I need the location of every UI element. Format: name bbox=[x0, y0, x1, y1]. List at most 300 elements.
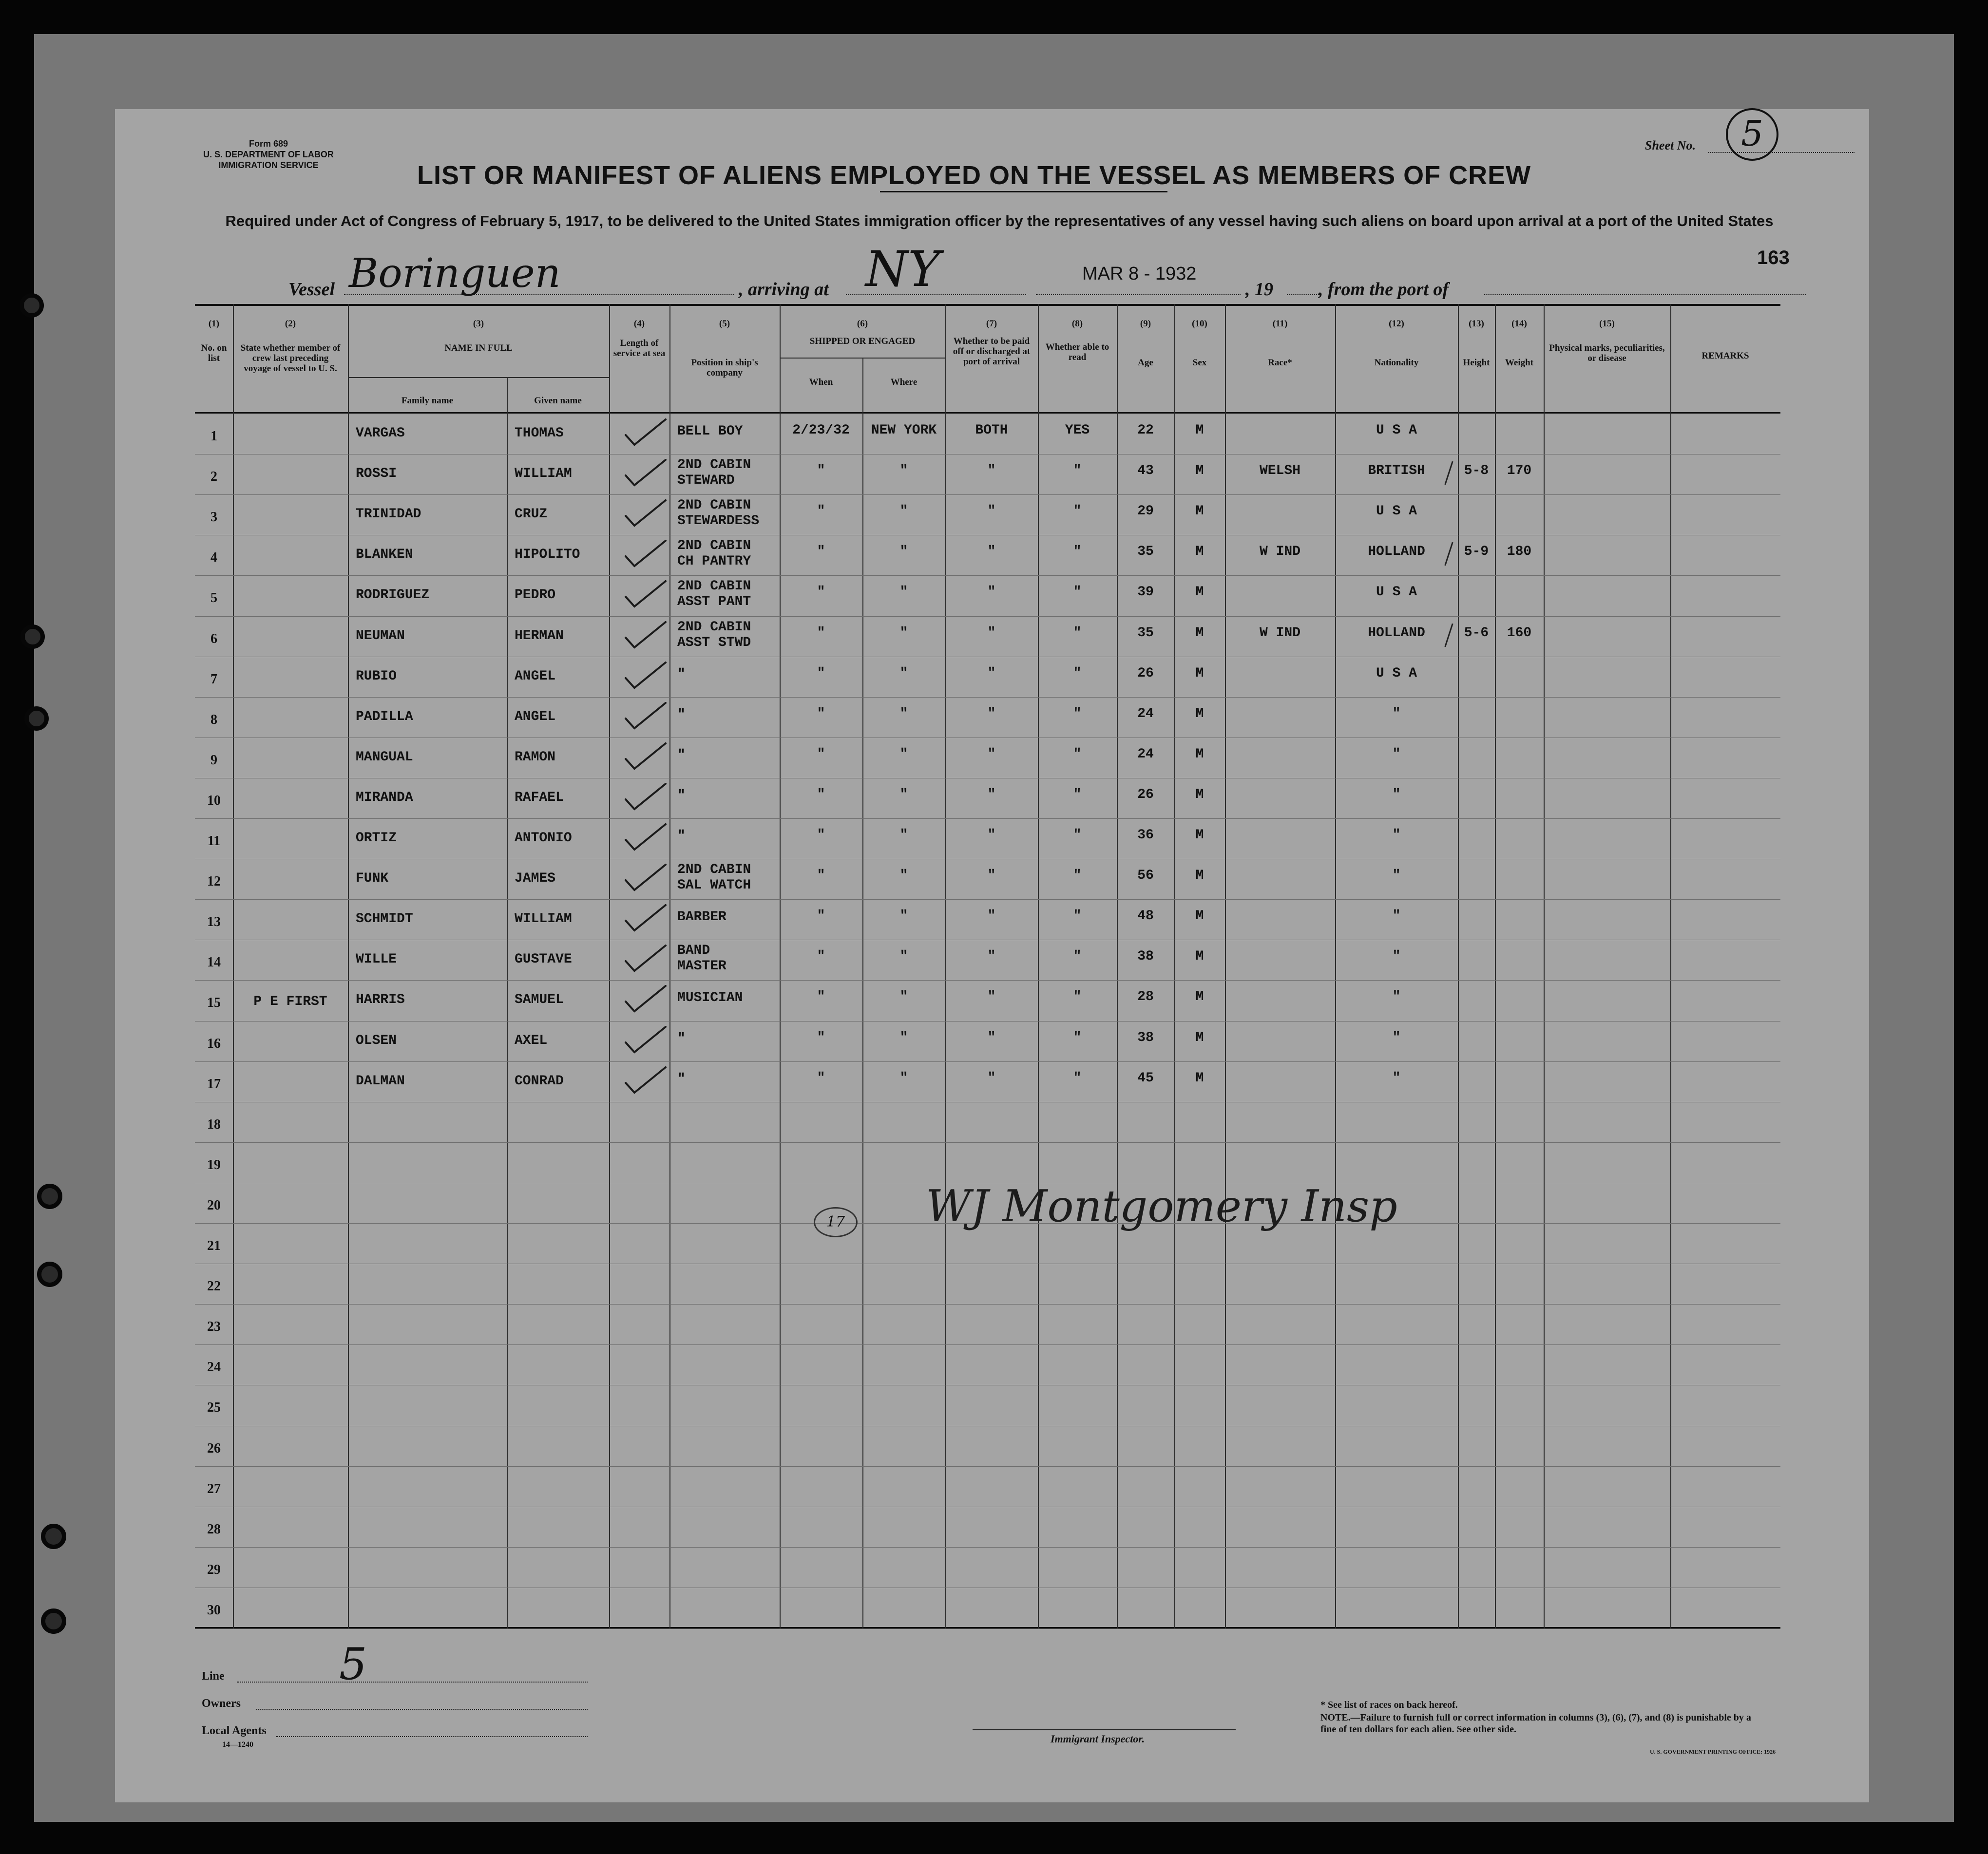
given-name: RAMON bbox=[515, 749, 556, 765]
age: 26 bbox=[1137, 665, 1154, 681]
nationality: " bbox=[1392, 706, 1401, 721]
age: 35 bbox=[1137, 544, 1154, 560]
age: 24 bbox=[1137, 706, 1154, 721]
row-rule bbox=[195, 1547, 1780, 1548]
paid-off: BOTH bbox=[975, 423, 1008, 438]
nationality: " bbox=[1392, 787, 1401, 802]
row-rule bbox=[195, 494, 1780, 495]
date-stamp: MAR 8 - 1932 bbox=[1082, 264, 1197, 284]
col-divider bbox=[1117, 304, 1118, 1629]
col-divider bbox=[1038, 304, 1039, 1629]
nationality: " bbox=[1392, 868, 1401, 884]
col-header-when: When bbox=[809, 377, 833, 387]
sex: M bbox=[1195, 706, 1204, 721]
service-check-mark bbox=[624, 985, 658, 1006]
row-number: 25 bbox=[207, 1400, 221, 1416]
binder-hole bbox=[19, 293, 44, 318]
col-divider bbox=[1335, 304, 1336, 1629]
family-name: NEUMAN bbox=[356, 628, 405, 643]
nationality: U S A bbox=[1376, 665, 1417, 681]
race: W IND bbox=[1259, 544, 1300, 560]
previous-voyage: P E FIRST bbox=[253, 994, 327, 1010]
sex: M bbox=[1195, 746, 1204, 762]
col-header-weight: Weight bbox=[1505, 358, 1534, 368]
sex: M bbox=[1195, 868, 1204, 884]
binder-hole bbox=[37, 1184, 62, 1209]
row-number: 29 bbox=[207, 1562, 221, 1577]
col-divider bbox=[233, 304, 234, 1629]
paid-off: " bbox=[987, 1030, 996, 1045]
arriving-port: NY bbox=[865, 241, 940, 298]
position-line-1: 2ND CABIN bbox=[677, 619, 751, 635]
shipped-where: " bbox=[899, 625, 908, 641]
row-rule bbox=[195, 1061, 1780, 1062]
arriving-label: , arriving at bbox=[739, 279, 829, 300]
shipped-where: " bbox=[899, 665, 908, 681]
date-line bbox=[1036, 294, 1241, 295]
row-number: 4 bbox=[210, 550, 217, 566]
col-header-no-on-list: No. on list bbox=[201, 343, 227, 363]
age: 38 bbox=[1137, 949, 1154, 965]
sex: M bbox=[1195, 665, 1204, 681]
service-check-mark bbox=[624, 580, 658, 602]
col-num-15: (15) bbox=[1599, 319, 1615, 329]
row-rule bbox=[195, 1466, 1780, 1467]
able-to-read: " bbox=[1073, 585, 1082, 600]
weight: 160 bbox=[1507, 625, 1532, 641]
sex: M bbox=[1195, 504, 1204, 519]
vessel-label: Vessel bbox=[288, 279, 335, 300]
able-to-read: " bbox=[1073, 908, 1082, 924]
row-number: 2 bbox=[210, 469, 217, 485]
position: " bbox=[677, 707, 686, 722]
given-name: ANGEL bbox=[515, 668, 556, 684]
vessel-name: Boringuen bbox=[349, 250, 561, 297]
col-num-8: (8) bbox=[1071, 319, 1083, 329]
from-port-line bbox=[1484, 294, 1806, 295]
position-line-2: SAL WATCH bbox=[677, 878, 751, 893]
sex: M bbox=[1195, 585, 1204, 600]
given-name: THOMAS bbox=[515, 426, 564, 441]
shipped-where: " bbox=[899, 746, 908, 762]
count-circle: 17 bbox=[814, 1207, 858, 1237]
age: 45 bbox=[1137, 1070, 1154, 1086]
row-rule bbox=[195, 1344, 1780, 1345]
shipped-when: " bbox=[817, 908, 825, 924]
age: 38 bbox=[1137, 1030, 1154, 1045]
binder-hole bbox=[24, 706, 49, 731]
age: 29 bbox=[1137, 504, 1154, 519]
col-divider bbox=[669, 304, 670, 1629]
nationality: " bbox=[1392, 1070, 1401, 1086]
inspector-label: Immigrant Inspector. bbox=[1051, 1733, 1145, 1745]
able-to-read: " bbox=[1073, 544, 1082, 560]
row-rule bbox=[195, 1021, 1780, 1022]
col-divider bbox=[507, 377, 508, 1629]
row-number: 7 bbox=[210, 671, 217, 687]
col-header-name-in-full: NAME IN FULL bbox=[444, 343, 513, 353]
family-name: TRINIDAD bbox=[356, 507, 421, 522]
shipped-when: " bbox=[817, 949, 825, 965]
row-number: 27 bbox=[207, 1481, 221, 1496]
service-check-mark bbox=[624, 742, 658, 764]
owners-field bbox=[256, 1709, 588, 1710]
sex: M bbox=[1195, 1070, 1204, 1086]
shipped-when: " bbox=[817, 746, 825, 762]
col-header-physical-marks: Physical marks, peculiarities, or disease bbox=[1549, 343, 1665, 363]
family-name: SCHMIDT bbox=[356, 911, 413, 927]
line-value: 5 bbox=[339, 1639, 367, 1690]
age: 56 bbox=[1137, 868, 1154, 884]
age: 48 bbox=[1137, 908, 1154, 924]
position-line-2: MASTER bbox=[677, 959, 726, 974]
family-name: PADILLA bbox=[356, 709, 413, 724]
row-number: 30 bbox=[207, 1602, 221, 1618]
col-divider bbox=[1174, 304, 1175, 1629]
age: 26 bbox=[1137, 787, 1154, 802]
service-check-mark bbox=[624, 1026, 658, 1047]
position: MUSICIAN bbox=[677, 990, 743, 1006]
sex: M bbox=[1195, 544, 1204, 560]
given-name: CONRAD bbox=[515, 1073, 564, 1089]
paid-off: " bbox=[987, 504, 996, 519]
family-name: WILLE bbox=[356, 952, 397, 967]
position-line-2: ASST PANT bbox=[677, 594, 751, 610]
position-line-2: STEWARD bbox=[677, 473, 735, 489]
title-underline bbox=[880, 191, 1167, 192]
family-name: RODRIGUEZ bbox=[356, 587, 430, 603]
col-header-length-of-service: Length of service at sea bbox=[613, 338, 666, 359]
position-line-1: 2ND CABIN bbox=[677, 579, 751, 594]
col-num-13: (13) bbox=[1469, 319, 1484, 329]
shipped-where: " bbox=[899, 828, 908, 843]
service-check-mark bbox=[624, 904, 658, 926]
given-name: ANTONIO bbox=[515, 831, 572, 846]
given-name: WILLIAM bbox=[515, 911, 572, 927]
sex: M bbox=[1195, 989, 1204, 1005]
shipped-when: " bbox=[817, 625, 825, 641]
col-header-given-name: Given name bbox=[534, 396, 582, 406]
paid-off: " bbox=[987, 828, 996, 843]
given-name: CRUZ bbox=[515, 507, 548, 522]
col-divider bbox=[780, 304, 781, 1629]
inspector-line bbox=[973, 1729, 1236, 1730]
row-number: 18 bbox=[207, 1116, 221, 1132]
col-num-10: (10) bbox=[1192, 319, 1207, 329]
sheet-label: Sheet No. bbox=[1645, 138, 1696, 152]
family-name: MANGUAL bbox=[356, 749, 413, 765]
inspector-signature: WJ Montgomery Insp bbox=[926, 1181, 1397, 1232]
page-title: LIST OR MANIFEST OF ALIENS EMPLOYED ON THE VESSEL AS MEMBERS OF CREW bbox=[417, 161, 1531, 190]
row-number: 15 bbox=[207, 995, 221, 1011]
row-number: 28 bbox=[207, 1521, 221, 1537]
row-rule bbox=[195, 697, 1780, 698]
age: 24 bbox=[1137, 746, 1154, 762]
given-name: HERMAN bbox=[515, 628, 564, 643]
shipped-when: 2/23/32 bbox=[792, 423, 850, 438]
position: BELL BOY bbox=[677, 424, 743, 439]
position-line-1: 2ND CABIN bbox=[677, 538, 751, 554]
able-to-read: " bbox=[1073, 504, 1082, 519]
name-subheader-rule bbox=[348, 377, 609, 378]
col-num-12: (12) bbox=[1389, 319, 1404, 329]
able-to-read: " bbox=[1073, 828, 1082, 843]
family-name: RUBIO bbox=[356, 668, 397, 684]
age: 28 bbox=[1137, 989, 1154, 1005]
age: 22 bbox=[1137, 423, 1154, 438]
shipped-when: " bbox=[817, 665, 825, 681]
given-name: PEDRO bbox=[515, 587, 556, 603]
able-to-read: " bbox=[1073, 665, 1082, 681]
sex: M bbox=[1195, 828, 1204, 843]
col-header-family-name: Family name bbox=[401, 396, 454, 406]
crew-table bbox=[195, 304, 1780, 1629]
able-to-read: " bbox=[1073, 949, 1082, 965]
row-rule bbox=[195, 575, 1780, 576]
col-header-height: Height bbox=[1463, 358, 1490, 368]
shipped-where: " bbox=[899, 989, 908, 1005]
shipped-where: " bbox=[899, 949, 908, 965]
col-num-11: (11) bbox=[1272, 319, 1288, 329]
able-to-read: " bbox=[1073, 463, 1082, 479]
able-to-read: " bbox=[1073, 706, 1082, 721]
binder-hole bbox=[20, 624, 45, 649]
family-name: HARRIS bbox=[356, 992, 405, 1008]
given-name: AXEL bbox=[515, 1033, 548, 1048]
department: U. S. DEPARTMENT OF LABOR bbox=[203, 150, 334, 159]
position: BARBER bbox=[677, 909, 726, 925]
shipped-when: " bbox=[817, 544, 825, 560]
given-name: SAMUEL bbox=[515, 992, 564, 1008]
paid-off: " bbox=[987, 1070, 996, 1086]
page-subtitle: Required under Act of Congress of February 5, 1917, to be delivered to the United States immigration officer by the representatives of any vessel having such aliens on board upon arrival at a port of the United States bbox=[225, 212, 1774, 229]
position-line-2: CH PANTRY bbox=[677, 554, 751, 569]
service-check-mark bbox=[624, 702, 658, 723]
given-name: RAFAEL bbox=[515, 790, 564, 805]
shipped-where: " bbox=[899, 868, 908, 884]
race-footnote: * See list of races on back hereof. bbox=[1320, 1700, 1458, 1710]
family-name: VARGAS bbox=[356, 426, 405, 441]
paid-off: " bbox=[987, 706, 996, 721]
shipped-when: " bbox=[817, 706, 825, 721]
nationality: BRITISH bbox=[1368, 463, 1425, 479]
shipped-when: " bbox=[817, 504, 825, 519]
sex: M bbox=[1195, 625, 1204, 641]
position: " bbox=[677, 666, 686, 682]
row-rule bbox=[195, 818, 1780, 819]
paid-off: " bbox=[987, 787, 996, 802]
sex: M bbox=[1195, 1030, 1204, 1045]
given-name: JAMES bbox=[515, 871, 556, 887]
shipped-subheader-rule bbox=[780, 358, 945, 359]
service-check-mark bbox=[624, 418, 658, 440]
line-label: Line bbox=[202, 1670, 225, 1683]
row-number: 5 bbox=[210, 590, 217, 606]
col-num-14: (14) bbox=[1511, 319, 1527, 329]
position: " bbox=[677, 747, 686, 763]
col-num-5: (5) bbox=[719, 319, 730, 329]
paid-off: " bbox=[987, 989, 996, 1005]
paid-off: " bbox=[987, 949, 996, 965]
nationality: U S A bbox=[1376, 504, 1417, 519]
nationality: HOLLAND bbox=[1368, 544, 1425, 560]
fine-note: NOTE.—Failure to furnish full or correct information in columns (3), (6), (7), and (8) is punishable by a fine of ten dollars for each alien. See other side. bbox=[1320, 1712, 1751, 1735]
line-field bbox=[237, 1682, 588, 1683]
position: " bbox=[677, 1031, 686, 1046]
binder-hole bbox=[41, 1608, 66, 1634]
given-name: HIPOLITO bbox=[515, 547, 580, 563]
col-header-age: Age bbox=[1138, 358, 1153, 368]
header-bottom-border bbox=[195, 412, 1780, 414]
paid-off: " bbox=[987, 625, 996, 641]
col-header-position: Position in ship's company bbox=[691, 358, 758, 378]
service-check-mark bbox=[624, 945, 658, 966]
col-divider bbox=[348, 304, 349, 1629]
position-line-2: ASST STWD bbox=[677, 635, 751, 650]
position-line-1: 2ND CABIN bbox=[677, 457, 751, 473]
shipped-where: " bbox=[899, 787, 908, 802]
row-number: 10 bbox=[207, 793, 221, 808]
nationality: " bbox=[1392, 949, 1401, 965]
manifest-sheet bbox=[115, 109, 1869, 1802]
from-port-label: , from the port of bbox=[1319, 279, 1449, 300]
row-number: 26 bbox=[207, 1440, 221, 1456]
col-divider bbox=[1225, 304, 1226, 1629]
col-header-paid-off: Whether to be paid off or discharged at port of arrival bbox=[953, 336, 1031, 367]
position: " bbox=[677, 829, 686, 844]
year-line bbox=[1287, 294, 1321, 295]
shipped-when: " bbox=[817, 1030, 825, 1045]
col-divider bbox=[1670, 304, 1671, 1629]
col-divider bbox=[1544, 304, 1545, 1629]
paid-off: " bbox=[987, 908, 996, 924]
shipped-where: " bbox=[899, 585, 908, 600]
row-number: 21 bbox=[207, 1238, 221, 1253]
row-number: 8 bbox=[210, 712, 217, 727]
row-number: 13 bbox=[207, 914, 221, 930]
paid-off: " bbox=[987, 585, 996, 600]
col-num-4: (4) bbox=[633, 319, 645, 329]
row-number: 16 bbox=[207, 1036, 221, 1051]
family-name: ORTIZ bbox=[356, 831, 397, 846]
row-number: 12 bbox=[207, 874, 221, 889]
shipped-where: " bbox=[899, 1070, 908, 1086]
shipped-when: " bbox=[817, 585, 825, 600]
able-to-read: " bbox=[1073, 787, 1082, 802]
service: IMMIGRATION SERVICE bbox=[218, 160, 319, 170]
race: W IND bbox=[1259, 625, 1300, 641]
col-num-9: (9) bbox=[1140, 319, 1151, 329]
height: 5-6 bbox=[1464, 625, 1489, 641]
col-header-able-to-read: Whether able to read bbox=[1045, 342, 1109, 362]
paid-off: " bbox=[987, 463, 996, 479]
row-number: 17 bbox=[207, 1076, 221, 1092]
paid-off: " bbox=[987, 544, 996, 560]
col-header-nationality: Nationality bbox=[1374, 358, 1419, 368]
col-header-remarks: REMARKS bbox=[1701, 351, 1749, 361]
col-header-shipped-or-engaged: SHIPPED OR ENGAGED bbox=[809, 336, 916, 346]
service-check-mark bbox=[624, 864, 658, 885]
shipped-when: " bbox=[817, 989, 825, 1005]
binder-hole bbox=[37, 1262, 62, 1287]
row-rule bbox=[195, 1304, 1780, 1305]
sex: M bbox=[1195, 787, 1204, 802]
col-header-where: Where bbox=[890, 377, 918, 387]
family-name: MIRANDA bbox=[356, 790, 413, 805]
row-rule bbox=[195, 1142, 1780, 1143]
paid-off: " bbox=[987, 868, 996, 884]
col-num-1: (1) bbox=[208, 319, 220, 329]
shipped-where: " bbox=[899, 1030, 908, 1045]
row-rule bbox=[195, 616, 1780, 617]
col-divider bbox=[609, 304, 610, 1629]
able-to-read: " bbox=[1073, 989, 1082, 1005]
local-agents-field bbox=[276, 1736, 588, 1737]
service-check-mark bbox=[624, 662, 658, 683]
row-number: 6 bbox=[210, 631, 217, 646]
col-header-sex: Sex bbox=[1192, 358, 1207, 368]
row-number: 24 bbox=[207, 1360, 221, 1375]
service-check-mark bbox=[624, 1066, 658, 1088]
able-to-read: " bbox=[1073, 868, 1082, 884]
position-line-1: BAND bbox=[677, 943, 710, 959]
sex: M bbox=[1195, 908, 1204, 924]
row-number: 11 bbox=[207, 833, 221, 849]
family-name: ROSSI bbox=[356, 466, 397, 482]
age: 39 bbox=[1137, 585, 1154, 600]
family-name: BLANKEN bbox=[356, 547, 413, 563]
family-name: FUNK bbox=[356, 871, 389, 887]
service-check-mark bbox=[624, 823, 658, 845]
family-name: DALMAN bbox=[356, 1073, 405, 1089]
form-number: Form 689 bbox=[248, 139, 288, 149]
col-divider bbox=[945, 304, 946, 1629]
service-check-mark bbox=[624, 621, 658, 643]
nationality: U S A bbox=[1376, 423, 1417, 438]
service-check-mark bbox=[624, 499, 658, 521]
position: " bbox=[677, 788, 686, 803]
row-number: 20 bbox=[207, 1197, 221, 1213]
shipped-when: " bbox=[817, 828, 825, 843]
col-num-2: (2) bbox=[285, 319, 296, 329]
sex: M bbox=[1195, 463, 1204, 479]
position-line-2: STEWARDESS bbox=[677, 513, 760, 529]
height: 5-9 bbox=[1464, 544, 1489, 560]
given-name: ANGEL bbox=[515, 709, 556, 724]
col-num-7: (7) bbox=[986, 319, 997, 329]
form-code: 14—1240 bbox=[222, 1740, 253, 1749]
nationality: " bbox=[1392, 908, 1401, 924]
service-check-mark bbox=[624, 459, 658, 480]
nationality: HOLLAND bbox=[1368, 625, 1425, 641]
shipped-where: " bbox=[899, 544, 908, 560]
row-rule bbox=[195, 980, 1780, 981]
page-number: 163 bbox=[1757, 247, 1790, 268]
nationality: U S A bbox=[1376, 585, 1417, 600]
able-to-read: " bbox=[1073, 1030, 1082, 1045]
row-number: 14 bbox=[207, 955, 221, 970]
col-num-6: (6) bbox=[857, 319, 868, 329]
shipped-where: " bbox=[899, 706, 908, 721]
race: WELSH bbox=[1259, 463, 1300, 479]
sex: M bbox=[1195, 949, 1204, 965]
col-divider bbox=[1495, 304, 1496, 1629]
family-name: OLSEN bbox=[356, 1033, 397, 1048]
local-agents-label: Local Agents bbox=[202, 1724, 267, 1737]
paid-off: " bbox=[987, 665, 996, 681]
sheet-number-line bbox=[1708, 152, 1854, 153]
weight: 170 bbox=[1507, 463, 1532, 479]
